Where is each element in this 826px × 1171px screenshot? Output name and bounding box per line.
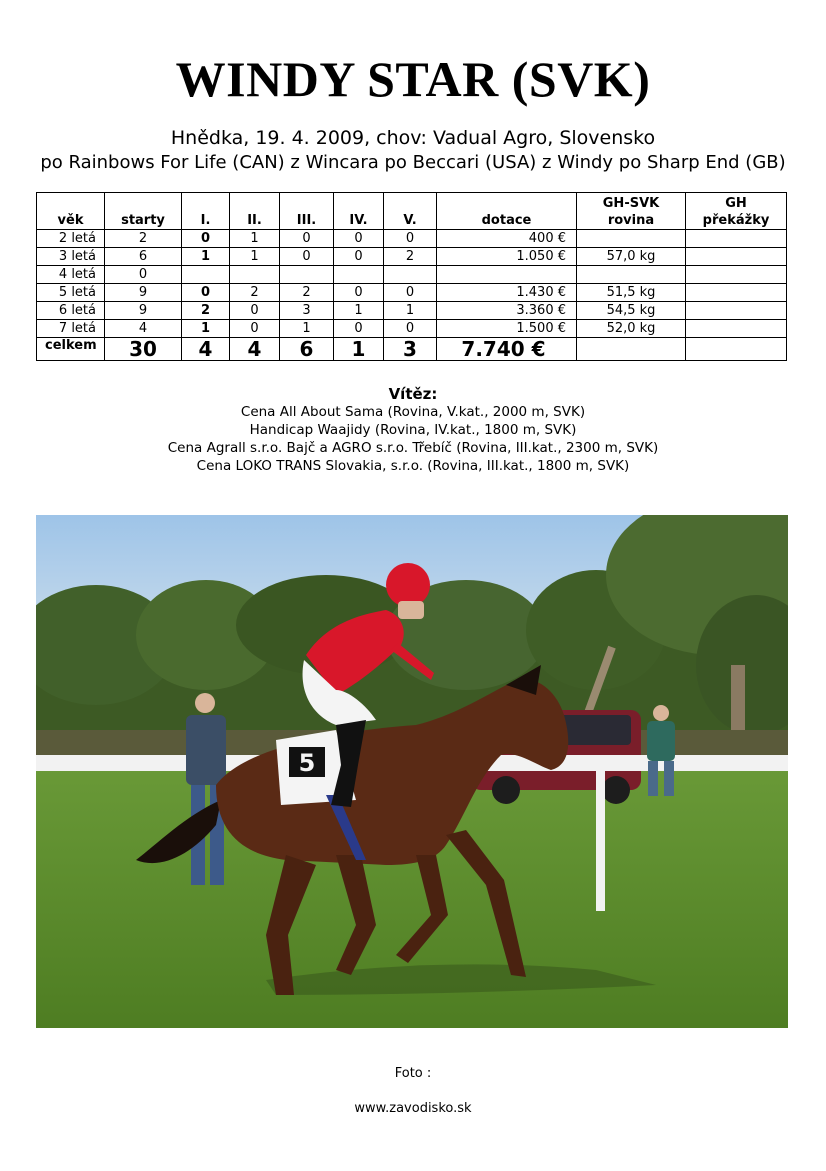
gh-flat-cell: 57,0 kg — [577, 248, 686, 266]
winners-heading: Vítěz: — [388, 385, 438, 403]
fourth-place-cell: 0 — [334, 230, 384, 248]
starts-cell: 0 — [105, 266, 182, 284]
website-link[interactable]: www.zavodisko.sk — [354, 1101, 472, 1116]
second-place-cell: 2 — [230, 284, 280, 302]
second-place-cell: 1 — [230, 230, 280, 248]
header-prize: dotace — [437, 193, 577, 230]
table-total-row — [37, 338, 787, 361]
third-place-cell: 0 — [280, 230, 334, 248]
winner-race: Cena Agrall s.r.o. Bajč a AGRO s.r.o. Třebíč (Rovina, III.kat., 2300 m, SVK) — [167, 440, 659, 456]
first-place-cell — [182, 266, 230, 284]
header-age: věk — [37, 193, 105, 230]
total-fourth: 1 — [334, 338, 384, 361]
header-first: I. — [182, 193, 230, 230]
total-label: celkem — [37, 338, 105, 361]
first-place-cell: 1 — [182, 248, 230, 266]
age-cell: 4 letá — [37, 266, 105, 284]
prize-cell: 3.360 € — [437, 302, 577, 320]
winner-race: Cena LOKO TRANS Slovakia, s.r.o. (Rovina, III.kat., 1800 m, SVK) — [196, 458, 630, 474]
first-place-cell: 0 — [182, 230, 230, 248]
age-cell: 5 letá — [37, 284, 105, 302]
header-gh-svk-line1: GH-SVK — [602, 196, 660, 211]
age-cell: 3 letá — [37, 248, 105, 266]
header-starts: starty — [105, 193, 182, 230]
header-gh-svk-line2: rovina — [607, 213, 655, 228]
prize-cell: 1.500 € — [437, 320, 577, 338]
horse-photo — [36, 515, 788, 1028]
total-third: 6 — [280, 338, 334, 361]
age-cell: 7 letá — [37, 320, 105, 338]
header-gh-line2: překážky — [702, 213, 770, 228]
fourth-place-cell: 0 — [334, 248, 384, 266]
gh-jump-cell — [686, 266, 787, 284]
prize-cell: 1.430 € — [437, 284, 577, 302]
header-second: II. — [230, 193, 280, 230]
table-row — [37, 266, 787, 284]
fourth-place-cell — [334, 266, 384, 284]
gh-jump-cell — [686, 284, 787, 302]
starts-cell: 9 — [105, 284, 182, 302]
fifth-place-cell — [384, 266, 437, 284]
age-cell: 6 letá — [37, 302, 105, 320]
fourth-place-cell: 0 — [334, 284, 384, 302]
winners-section — [0, 385, 826, 475]
fifth-place-cell: 0 — [384, 284, 437, 302]
fourth-place-cell: 0 — [334, 320, 384, 338]
gh-flat-cell — [577, 230, 686, 248]
starts-cell: 6 — [105, 248, 182, 266]
table-row — [37, 302, 787, 320]
total-first: 4 — [182, 338, 230, 361]
gh-flat-cell: 51,5 kg — [577, 284, 686, 302]
prize-cell: 1.050 € — [437, 248, 577, 266]
fifth-place-cell: 0 — [384, 230, 437, 248]
gh-flat-cell: 54,5 kg — [577, 302, 686, 320]
table-row — [37, 284, 787, 302]
gh-jump-cell — [686, 230, 787, 248]
total-prize: 7.740 € — [437, 338, 577, 361]
starts-cell: 9 — [105, 302, 182, 320]
header-gh-jump — [686, 193, 787, 230]
table-header-row — [37, 193, 787, 230]
second-place-cell: 1 — [230, 248, 280, 266]
gh-flat-cell — [577, 266, 686, 284]
table-row — [37, 230, 787, 248]
gh-jump-cell — [686, 248, 787, 266]
race-record-table — [36, 192, 787, 361]
horse-info: Hnědka, 19. 4. 2009, chov: Vadual Agro, Slovensko — [170, 127, 656, 149]
total-second: 4 — [230, 338, 280, 361]
saddle-number: 5 — [298, 749, 316, 777]
gh-flat-cell: 52,0 kg — [577, 320, 686, 338]
third-place-cell — [280, 266, 334, 284]
fifth-place-cell: 1 — [384, 302, 437, 320]
prize-cell: 400 € — [437, 230, 577, 248]
header-gh-line1: GH — [725, 196, 747, 211]
header-fifth: V. — [384, 193, 437, 230]
prize-cell — [437, 266, 577, 284]
age-cell: 2 letá — [37, 230, 105, 248]
header-gh-svk — [577, 193, 686, 230]
total-empty-cell — [577, 338, 686, 361]
table-row — [37, 248, 787, 266]
third-place-cell: 0 — [280, 248, 334, 266]
second-place-cell: 0 — [230, 302, 280, 320]
total-starts: 30 — [105, 338, 182, 361]
starts-cell: 2 — [105, 230, 182, 248]
winner-race: Handicap Waajidy (Rovina, IV.kat., 1800 m, SVK) — [249, 422, 577, 438]
table-row — [37, 320, 787, 338]
total-empty-cell — [686, 338, 787, 361]
photo-credit: Foto : — [394, 1066, 432, 1081]
second-place-cell — [230, 266, 280, 284]
first-place-cell: 1 — [182, 320, 230, 338]
first-place-cell: 0 — [182, 284, 230, 302]
third-place-cell: 2 — [280, 284, 334, 302]
third-place-cell: 1 — [280, 320, 334, 338]
gh-jump-cell — [686, 302, 787, 320]
total-fifth: 3 — [384, 338, 437, 361]
gh-jump-cell — [686, 320, 787, 338]
fifth-place-cell: 0 — [384, 320, 437, 338]
header-fourth: IV. — [334, 193, 384, 230]
first-place-cell: 2 — [182, 302, 230, 320]
fifth-place-cell: 2 — [384, 248, 437, 266]
third-place-cell: 3 — [280, 302, 334, 320]
second-place-cell: 0 — [230, 320, 280, 338]
fourth-place-cell: 1 — [334, 302, 384, 320]
header-third: III. — [280, 193, 334, 230]
horse-pedigree: po Rainbows For Life (CAN) z Wincara po Beccari (USA) z Windy po Sharp End (GB) — [40, 152, 786, 173]
starts-cell: 4 — [105, 320, 182, 338]
horse-name: WINDY STAR (SVK) — [175, 51, 651, 107]
winner-race: Cena All About Sama (Rovina, V.kat., 2000 m, SVK) — [240, 404, 586, 420]
